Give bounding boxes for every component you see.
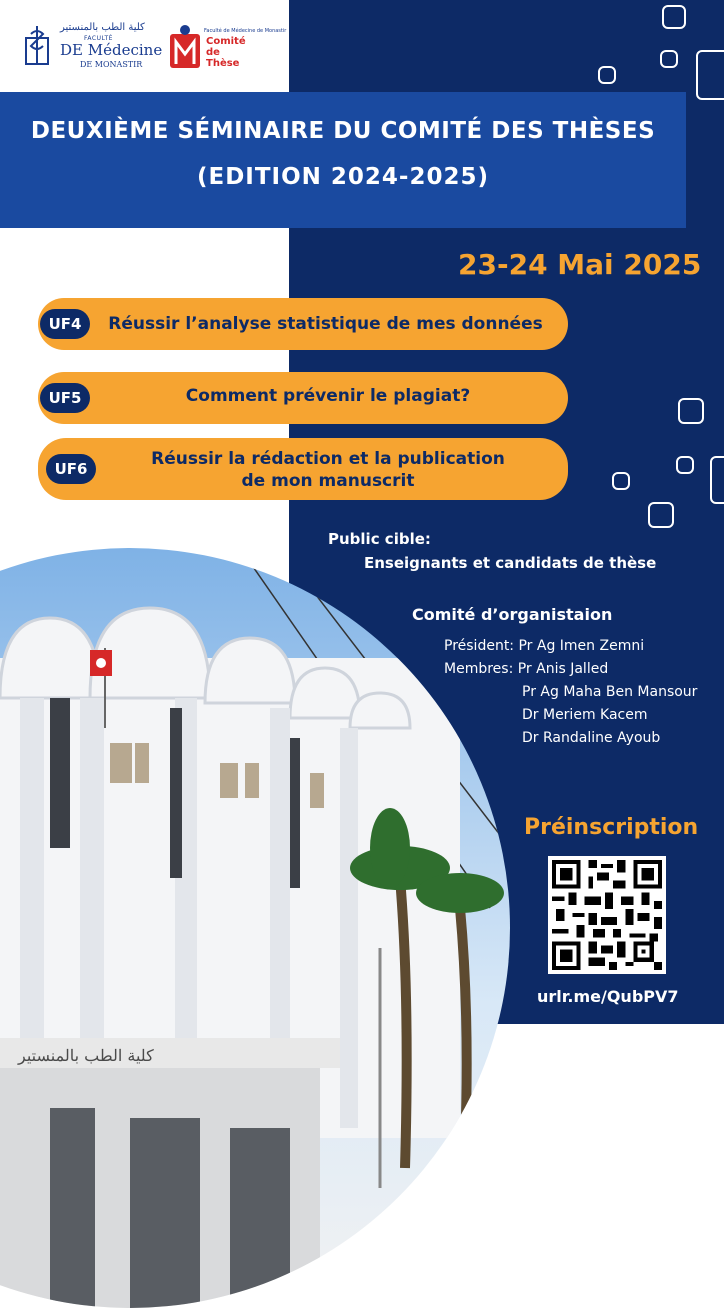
target-audience [328,530,656,572]
decorative-square [678,398,704,424]
faculty-name: DE Médecine [60,41,163,59]
seminar-title: DEUXIÈME SÉMINAIRE DU COMITÉ DES THÈSES [30,118,656,144]
committee-member: Membres: Pr Anis Jalled [444,661,609,677]
qr-code-icon [548,856,666,974]
module-code-badge: UF5 [40,383,90,413]
committee-president: Président: Pr Ag Imen Zemni [444,638,645,654]
committee-faculty-name: Faculté de Médecine de Monastir [204,28,287,34]
decorative-square [660,50,678,68]
registration-label: Préinscription [524,815,699,840]
title-banner [0,92,686,228]
faculty-label: FACULTÉ [84,35,113,42]
decorative-square [598,66,616,84]
registration-qr-code[interactable] [548,856,666,974]
committee-emblem-icon [170,24,202,70]
committee-logo-text [206,36,246,69]
faculty-city: DE MONASTIR [80,60,143,69]
committee-logo-line2: de [206,47,220,58]
building-sign: كلية الطب بالمنستير [18,1046,154,1065]
decorative-square [710,456,724,504]
module-code-badge: UF4 [40,309,90,339]
committee-member: Pr Ag Maha Ben Mansour [522,684,698,700]
module-uf6 [38,438,568,500]
faculty-logo [24,22,163,70]
decorative-square [662,5,686,29]
module-title: Comment prévenir le plagiat? [185,386,471,406]
target-audience-label: Public cible: [328,530,431,548]
module-title: Réussir l’analyse statistique de mes données [108,314,543,334]
committee-logo [170,22,287,72]
committee-title: Comité d’organistaion [412,605,613,624]
faculty-arabic-name: كلية الطب بالمنستير [60,22,145,33]
faculty-emblem-icon [24,24,54,66]
module-uf4 [38,298,568,350]
module-title [98,448,558,492]
decorative-square [696,50,724,100]
committee-logo-line1: Comité [206,36,246,47]
decorative-square [612,472,630,490]
seminar-edition: (EDITION 2024-2025) [196,164,489,190]
registration-url[interactable]: urlr.me/QubPV7 [537,987,679,1006]
committee-member: Dr Meriem Kacem [522,707,648,723]
committee-members [444,635,697,750]
event-date: 23-24 Mai 2025 [458,248,702,281]
decorative-square [676,456,694,474]
module-title-line2: de mon manuscrit [241,471,415,491]
committee-logo-line3: Thèse [206,58,240,69]
module-code-badge: UF6 [46,454,96,484]
committee-member: Dr Randaline Ayoub [522,730,661,746]
decorative-square [648,502,674,528]
module-uf5 [38,372,568,424]
module-title-line1: Réussir la rédaction et la publication [151,449,505,469]
target-audience-value: Enseignants et candidats de thèse [364,554,657,572]
